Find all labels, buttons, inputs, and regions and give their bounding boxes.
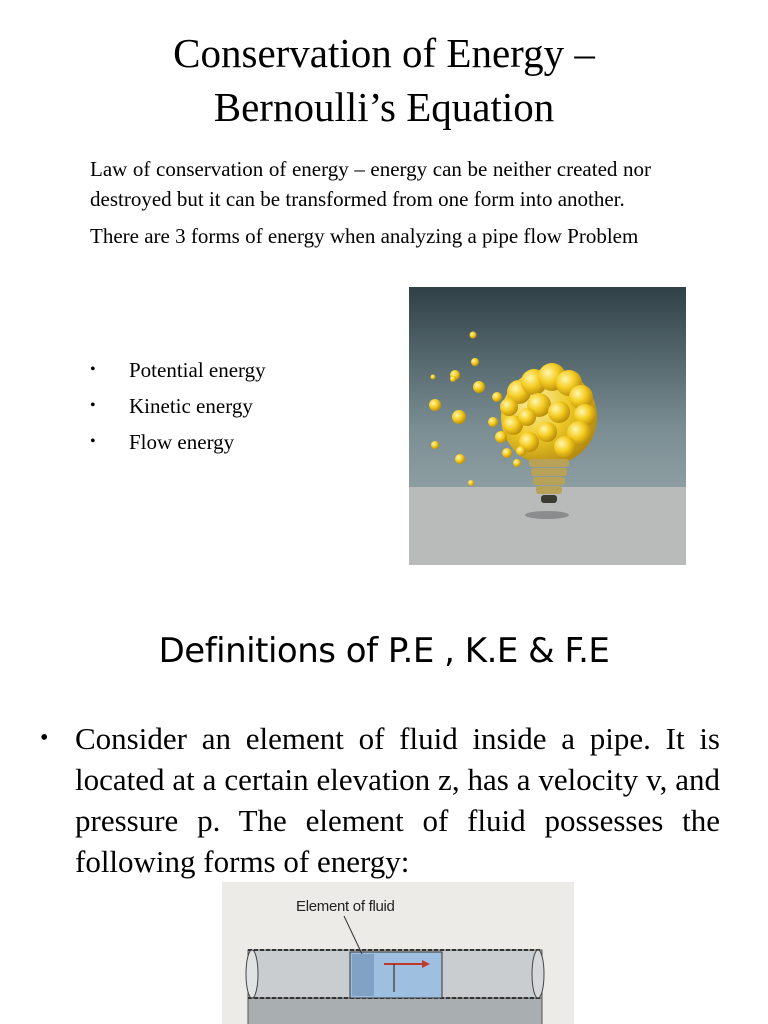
fluid-element-bullet xyxy=(40,718,720,882)
light-bulb-image xyxy=(409,287,686,565)
slide1-title-line1: Conservation of Energy – xyxy=(173,30,595,76)
bullet-icon: • xyxy=(90,361,96,378)
light-bulb-icon xyxy=(409,287,686,565)
pipe-element-figure xyxy=(222,882,574,1024)
pipe-diagram-icon xyxy=(222,882,574,1024)
slide2-title: Definitions of P.E , K.E & F.E xyxy=(158,631,610,671)
bullet-icon: • xyxy=(40,725,49,751)
slide1-title-line2: Bernoulli’s Equation xyxy=(213,84,555,130)
figure-label: Element of fluid xyxy=(296,898,395,915)
energy-forms-list xyxy=(90,352,390,460)
list-item-label: Flow energy xyxy=(129,430,235,454)
fluid-element-text: Consider an element of fluid inside a pipe. It is located at a certain elevation z, has a velocity v, and pressure p. The element of fluid possesses the following forms of energy: xyxy=(75,721,720,879)
forms-of-energy-paragraph: There are 3 forms of energy when analyzing a pipe flow Problem xyxy=(90,224,639,248)
list-item-label: Kinetic energy xyxy=(129,394,253,418)
list-item xyxy=(90,388,390,424)
bullet-icon: • xyxy=(90,397,96,414)
slide1-title xyxy=(0,26,768,134)
list-item xyxy=(90,424,390,460)
list-item xyxy=(90,352,390,388)
slide1-body xyxy=(90,154,651,258)
conservation-law-paragraph: Law of conservation of energy – energy can be neither created nor destroyed but it can be transformed from one form into another. xyxy=(90,157,651,211)
bullet-icon: • xyxy=(90,433,96,450)
list-item-label: Potential energy xyxy=(129,358,266,382)
